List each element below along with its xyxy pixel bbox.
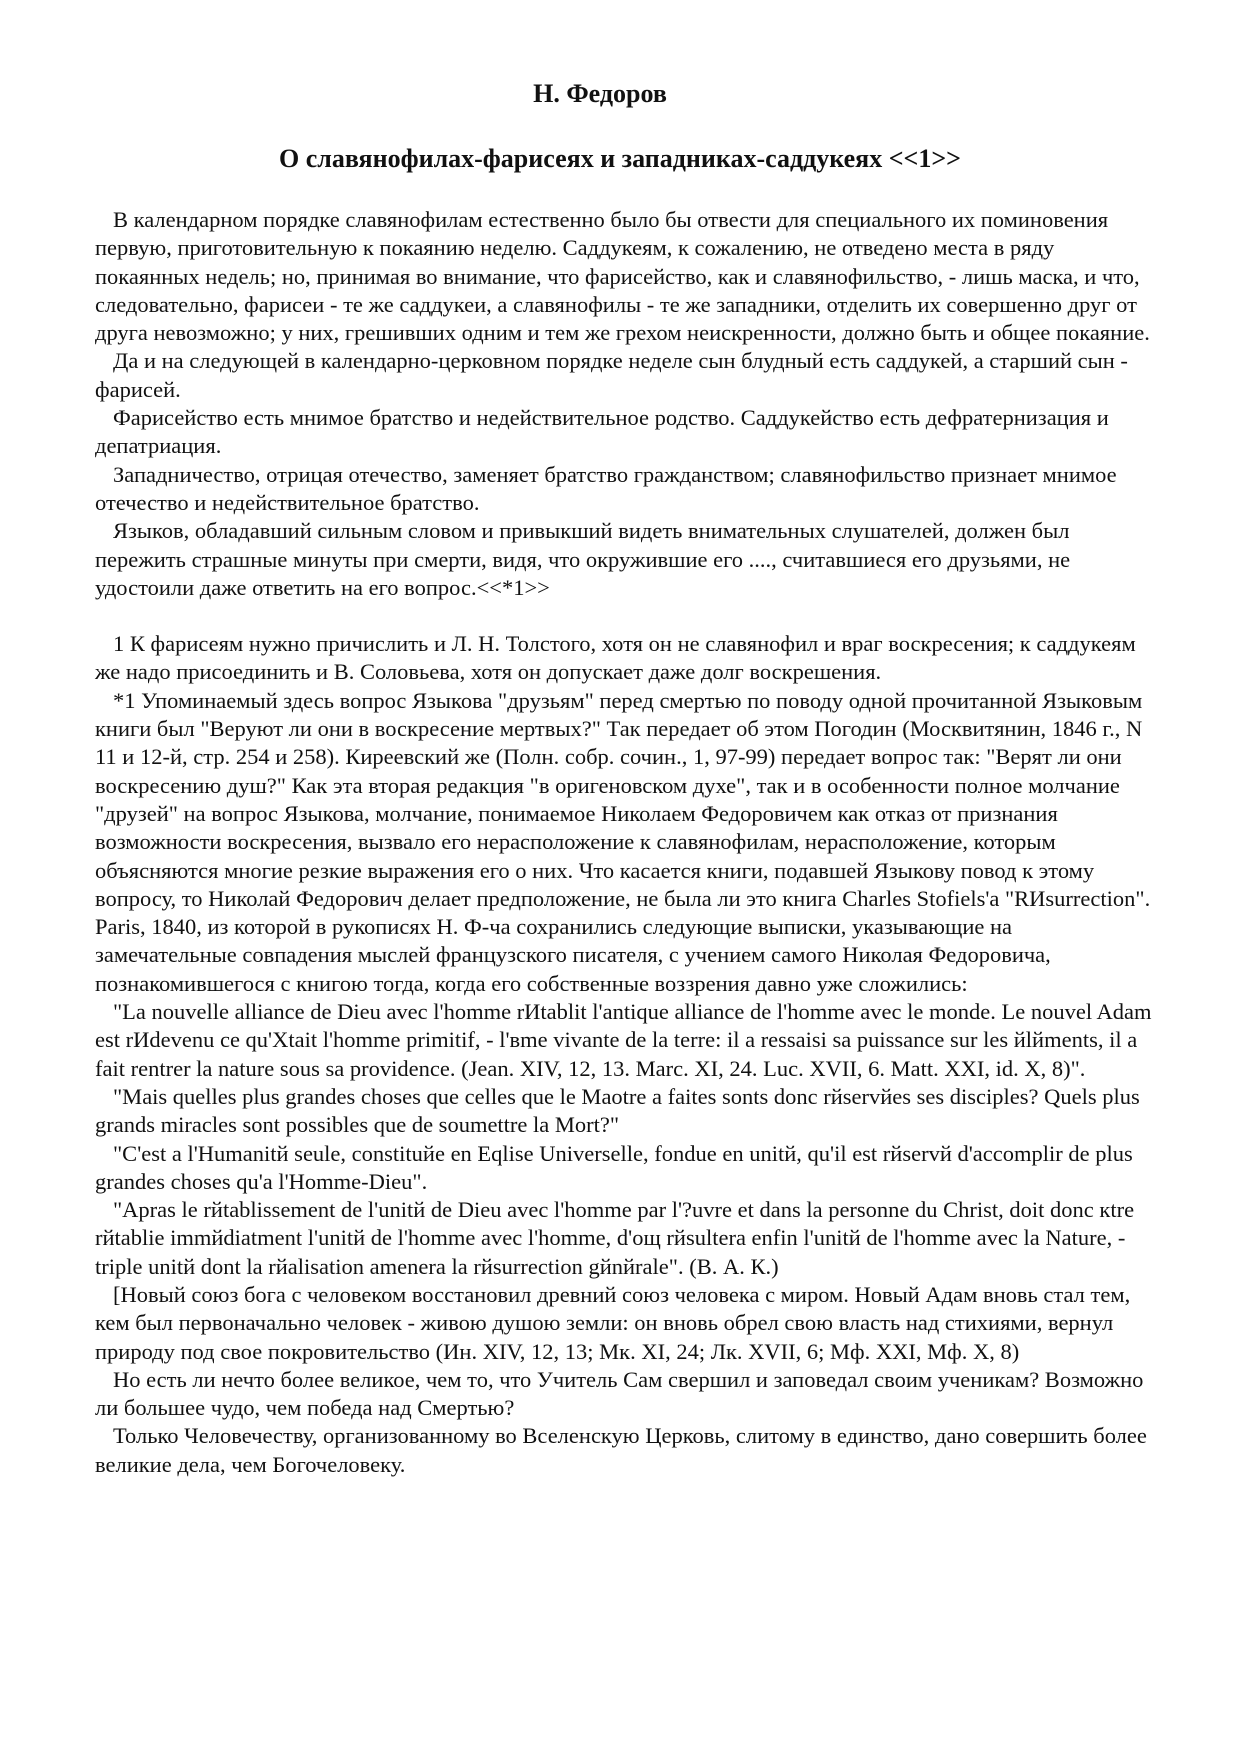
french-quote: "C'est a l'Humanitй seule, constituйe en Eqlise Universelle, fondue en unitй, qu'il est rйservй d'accomplir de plus grandes choses qu'a l'Homme-Dieu". <box>95 1140 1133 1194</box>
document-body <box>95 206 1155 1479</box>
paragraph: В календарном порядке славянофилам естественно было бы отвести для специального их поминовения первую, приготовительную к покаянию неделю. Саддукеям, к сожалению, не отведено места в ряду покаянных недель; но, принимая во внимание, что фарисейство, как и славянофильство, - лишь маска, и что, следовательно, фарисеи - те же саддукеи, а славянофилы - те же западники, отделить их совершенно друг от друга невозможно; у них, грешивших одним и тем же грехом неискренности, должно быть и общее покаяние. <box>95 207 1150 346</box>
author-heading: Н. Федоров <box>533 79 667 108</box>
document-title: О славянофилах-фарисеях и западниках-саддукеях <<1>> <box>279 144 961 173</box>
french-quote: "La nouvelle alliance de Dieu avec l'homme rИtablit l'antique alliance de l'homme avec le monde. Le nouvel Adam est rИdevenu ce qu'Хtait l'homme primitif, - l'вme vivante de la terre: il a ressaisi sa puissance sur les йlйments, il a fait rentrer la nature sous sa providence. (Jean. XIV, 12, 13. Marc. XI, 24. Luc. XVII, 6. Matt. XXI, id. X, 8)". <box>95 999 1152 1081</box>
footnote: *1 Упоминаемый здесь вопрос Языкова "друзьям" перед смертью по поводу одной прочитанной Языковым книги был "Веруют ли они в воскресение мертвых?" Так передает об этом Погодин (Москвитянин, 1846 г., N 11 и 12-й, стр. 254 и 258). Киреевский же (Полн. собр. сочин., 1, 97-99) передает вопрос так: "Верят ли они воскресению душ?" Как эта вторая редакция "в оригеновском духе", так и в особенности полное молчание "друзей" на вопрос Языкова, молчание, понимаемое Николаем Федоровичем как отказ от признания возможности воскресения, вызвало его нерасположение к славянофилам, нерасположение, которым объясняются многие резкие выражения его о них. Что касается книги, подавшей Языкову повод к этому вопросу, то Николай Федорович делает предположение, не была ли это книга Charles Stofiels'a "RИsurrection". Paris, 1840, из которой в рукописях Н. Ф-ча сохранились следующие выписки, указывающие на замечательные совпадения мыслей французского писателя, с учением самого Николая Федоровича, познакомившегося с книгою тогда, когда его собственные воззрения давно уже сложились: <box>95 687 1151 996</box>
translation-paragraph: Но есть ли нечто более великое, чем то, что Учитель Сам свершил и заповедал своим ученикам? Возможно ли большее чудо, чем победа над Смертью? <box>95 1366 1144 1421</box>
footnote: 1 К фарисеям нужно причислить и Л. Н. Толстого, хотя он не славянофил и враг воскресения; к саддукеям же надо присоединить и В. Соловьева, хотя он допускает даже долг воскрешения. <box>95 631 1136 685</box>
section-gap <box>95 602 1155 630</box>
french-quote: "Mais quelles plus grandes choses que celles que le Maоtre a faites sonts donc rйservйes ses disciples? Quels plus grands miracles sont possibles que de soumettre la Mort?" <box>95 1083 1140 1138</box>
translation-paragraph: Только Человечеству, организованному во Вселенскую Церковь, слитому в единство, дано совершить более великие дела, чем Богочеловеку. <box>95 1423 1147 1477</box>
paragraph: Языков, обладавший сильным словом и привыкший видеть внимательных слушателей, должен был пережить страшные минуты при смерти, видя, что окружившие его ...., считавшиеся его друзьями, не удостоили даже ответить на его вопрос.<<*1>> <box>95 518 1071 600</box>
paragraph: Западничество, отрицая отечество, заменяет братство гражданством; славянофильство признает мнимое отечество и недействительное братство. <box>95 461 1117 515</box>
french-quote: "Apras le rйtablissement de l'unitй de Dieu avec l'homme par l'?uvre et dans la personne du Christ, doit donc кtre rйtablie immйdiatment l'unitй de l'homme avec l'homme, d'oщ rйsultera enfin l'unitй de l'homme avec la Nature, - triple unitй dont la rйalisation amenera la rйsurrection gйnйrale". (В. А. К.) <box>95 1197 1135 1279</box>
paragraph: Фарисейство есть мнимое братство и недействительное родство. Саддукейство есть дефратернизация и депатриация. <box>95 405 1109 459</box>
paragraph: Да и на следующей в календарно-церковном порядке неделе сын блудный есть саддукей, а старший сын - фарисей. <box>95 348 1128 402</box>
translation-paragraph: [Новый союз бога с человеком восстановил древний союз человека с миром. Новый Адам вновь стал тем, кем был первоначально человек - живою душою земли: он вновь обрел свою власть над стихиями, вернул природу под свое покровительство (Ин. XIV, 12, 13; Мк. XI, 24; Лк. XVII, 6; Мф. XXI, Мф. X, 8) <box>95 1281 1131 1364</box>
notes-section <box>95 630 1155 1479</box>
